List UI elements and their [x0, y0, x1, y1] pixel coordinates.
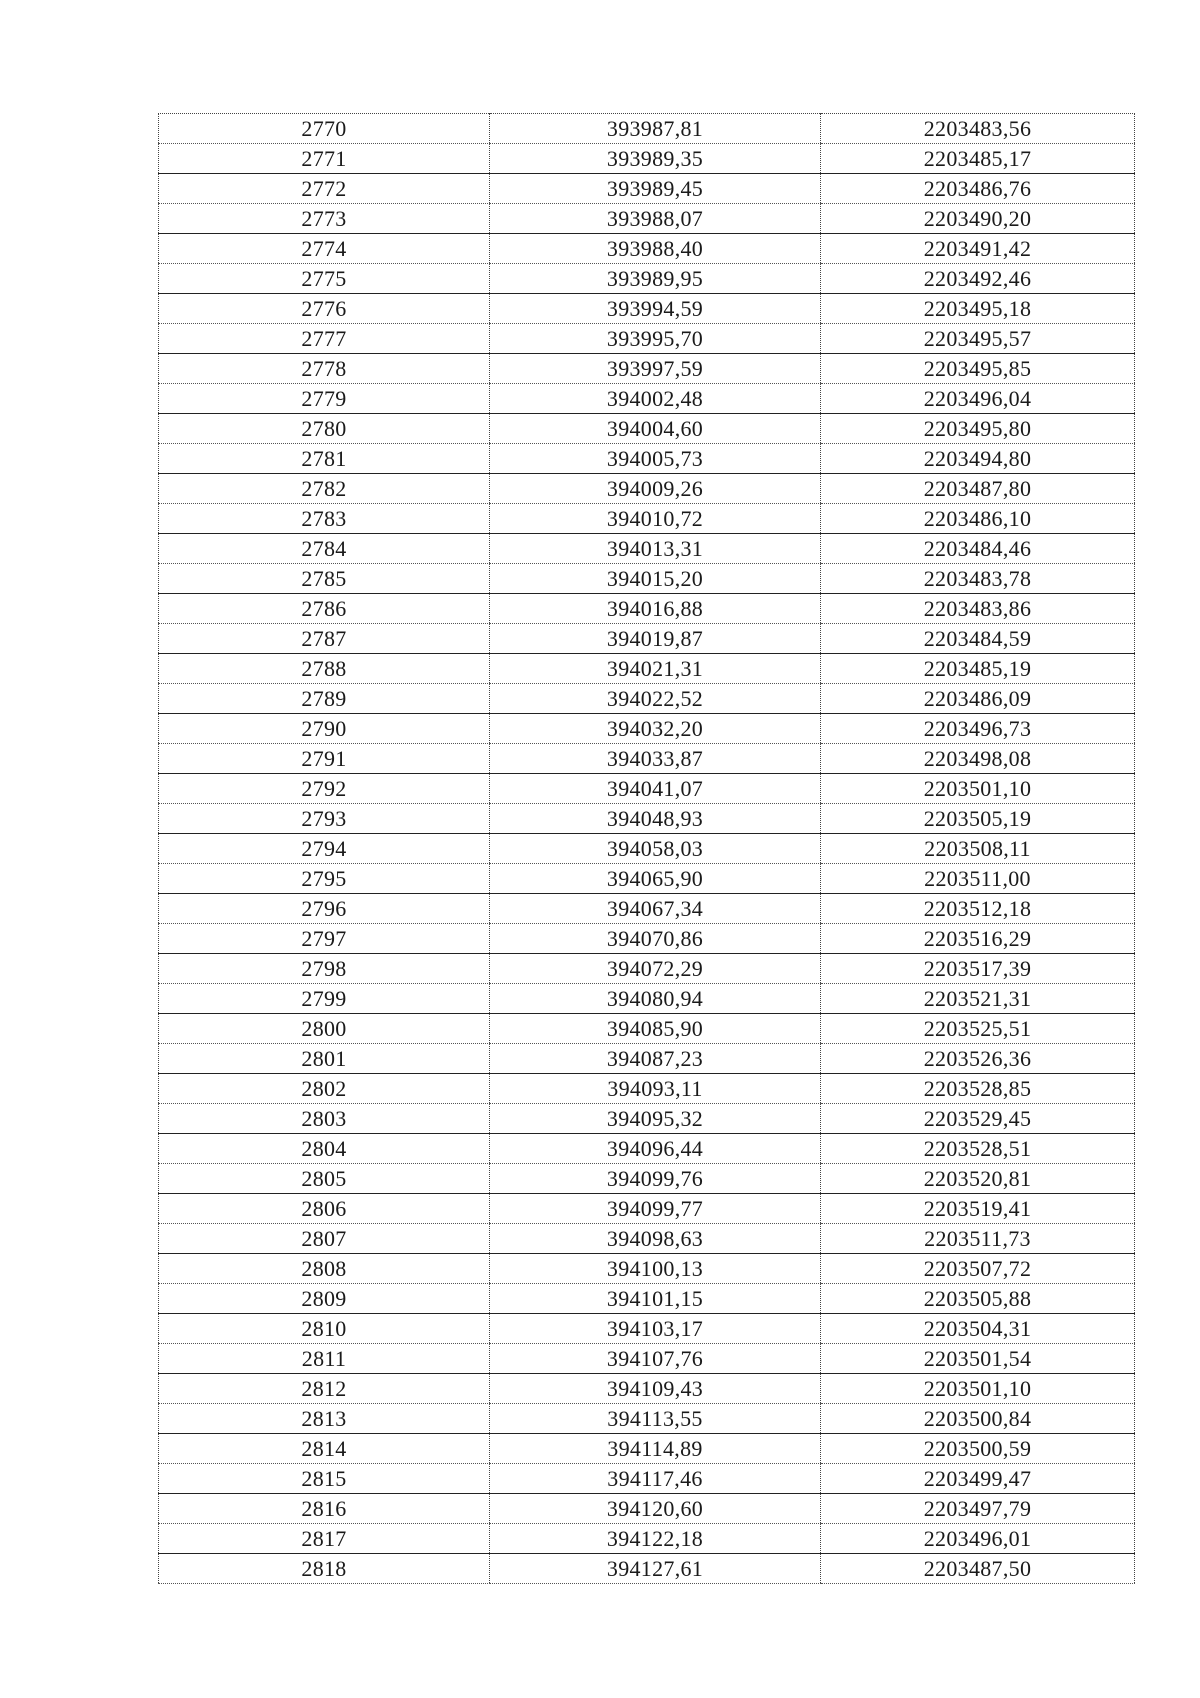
- y-coordinate-cell: 2203483,56: [821, 114, 1135, 144]
- x-coordinate-cell: 394103,17: [490, 1314, 821, 1344]
- table-row: [159, 114, 1135, 144]
- point-number-cell: 2816: [159, 1494, 490, 1524]
- point-number-cell: 2803: [159, 1104, 490, 1134]
- x-coordinate-cell: 394010,72: [490, 504, 821, 534]
- x-coordinate-cell: 394087,23: [490, 1044, 821, 1074]
- coordinate-table: [158, 113, 1135, 1584]
- table-row: [159, 1464, 1135, 1494]
- point-number-cell: 2802: [159, 1074, 490, 1104]
- x-coordinate-cell: 394016,88: [490, 594, 821, 624]
- x-coordinate-cell: 394021,31: [490, 654, 821, 684]
- table-row: [159, 264, 1135, 294]
- y-coordinate-cell: 2203486,09: [821, 684, 1135, 714]
- x-coordinate-cell: 393989,45: [490, 174, 821, 204]
- point-number-cell: 2793: [159, 804, 490, 834]
- x-coordinate-cell: 394099,77: [490, 1194, 821, 1224]
- x-coordinate-cell: 394099,76: [490, 1164, 821, 1194]
- x-coordinate-cell: 394033,87: [490, 744, 821, 774]
- table-row: [159, 894, 1135, 924]
- x-coordinate-cell: 394048,93: [490, 804, 821, 834]
- y-coordinate-cell: 2203508,11: [821, 834, 1135, 864]
- table-row: [159, 294, 1135, 324]
- x-coordinate-cell: 394015,20: [490, 564, 821, 594]
- point-number-cell: 2810: [159, 1314, 490, 1344]
- x-coordinate-cell: 394120,60: [490, 1494, 821, 1524]
- x-coordinate-cell: 394117,46: [490, 1464, 821, 1494]
- point-number-cell: 2817: [159, 1524, 490, 1554]
- x-coordinate-cell: 394085,90: [490, 1014, 821, 1044]
- table-row: [159, 744, 1135, 774]
- x-coordinate-cell: 394096,44: [490, 1134, 821, 1164]
- y-coordinate-cell: 2203495,57: [821, 324, 1135, 354]
- y-coordinate-cell: 2203490,20: [821, 204, 1135, 234]
- point-number-cell: 2772: [159, 174, 490, 204]
- x-coordinate-cell: 394101,15: [490, 1284, 821, 1314]
- point-number-cell: 2788: [159, 654, 490, 684]
- x-coordinate-cell: 394072,29: [490, 954, 821, 984]
- x-coordinate-cell: 393994,59: [490, 294, 821, 324]
- point-number-cell: 2814: [159, 1434, 490, 1464]
- y-coordinate-cell: 2203528,51: [821, 1134, 1135, 1164]
- x-coordinate-cell: 393997,59: [490, 354, 821, 384]
- table-row: [159, 1134, 1135, 1164]
- table-row: [159, 354, 1135, 384]
- x-coordinate-cell: 394107,76: [490, 1344, 821, 1374]
- table-row: [159, 654, 1135, 684]
- point-number-cell: 2804: [159, 1134, 490, 1164]
- y-coordinate-cell: 2203529,45: [821, 1104, 1135, 1134]
- table-row: [159, 414, 1135, 444]
- x-coordinate-cell: 394100,13: [490, 1254, 821, 1284]
- x-coordinate-cell: 393988,07: [490, 204, 821, 234]
- y-coordinate-cell: 2203485,17: [821, 144, 1135, 174]
- y-coordinate-cell: 2203496,04: [821, 384, 1135, 414]
- y-coordinate-cell: 2203495,80: [821, 414, 1135, 444]
- point-number-cell: 2813: [159, 1404, 490, 1434]
- x-coordinate-cell: 394041,07: [490, 774, 821, 804]
- point-number-cell: 2770: [159, 114, 490, 144]
- table-row: [159, 864, 1135, 894]
- y-coordinate-cell: 2203517,39: [821, 954, 1135, 984]
- table-row: [159, 384, 1135, 414]
- point-number-cell: 2801: [159, 1044, 490, 1074]
- point-number-cell: 2790: [159, 714, 490, 744]
- y-coordinate-cell: 2203498,08: [821, 744, 1135, 774]
- table-row: [159, 144, 1135, 174]
- x-coordinate-cell: 394095,32: [490, 1104, 821, 1134]
- table-row: [159, 1494, 1135, 1524]
- point-number-cell: 2779: [159, 384, 490, 414]
- y-coordinate-cell: 2203520,81: [821, 1164, 1135, 1194]
- y-coordinate-cell: 2203505,88: [821, 1284, 1135, 1314]
- table-row: [159, 804, 1135, 834]
- table-row: [159, 714, 1135, 744]
- y-coordinate-cell: 2203500,84: [821, 1404, 1135, 1434]
- table-row: [159, 534, 1135, 564]
- point-number-cell: 2780: [159, 414, 490, 444]
- table-row: [159, 594, 1135, 624]
- x-coordinate-cell: 394022,52: [490, 684, 821, 714]
- table-row: [159, 624, 1135, 654]
- table-row: [159, 1554, 1135, 1584]
- y-coordinate-cell: 2203504,31: [821, 1314, 1135, 1344]
- table-row: [159, 1404, 1135, 1434]
- table-row: [159, 1374, 1135, 1404]
- x-coordinate-cell: 394114,89: [490, 1434, 821, 1464]
- coordinate-table-body: [159, 114, 1135, 1584]
- table-row: [159, 984, 1135, 1014]
- x-coordinate-cell: 394098,63: [490, 1224, 821, 1254]
- point-number-cell: 2792: [159, 774, 490, 804]
- y-coordinate-cell: 2203519,41: [821, 1194, 1135, 1224]
- point-number-cell: 2781: [159, 444, 490, 474]
- point-number-cell: 2796: [159, 894, 490, 924]
- y-coordinate-cell: 2203484,59: [821, 624, 1135, 654]
- point-number-cell: 2807: [159, 1224, 490, 1254]
- y-coordinate-cell: 2203492,46: [821, 264, 1135, 294]
- point-number-cell: 2809: [159, 1284, 490, 1314]
- table-row: [159, 1254, 1135, 1284]
- table-row: [159, 474, 1135, 504]
- y-coordinate-cell: 2203483,86: [821, 594, 1135, 624]
- y-coordinate-cell: 2203499,47: [821, 1464, 1135, 1494]
- table-row: [159, 504, 1135, 534]
- y-coordinate-cell: 2203494,80: [821, 444, 1135, 474]
- table-row: [159, 1014, 1135, 1044]
- table-row: [159, 774, 1135, 804]
- y-coordinate-cell: 2203500,59: [821, 1434, 1135, 1464]
- y-coordinate-cell: 2203526,36: [821, 1044, 1135, 1074]
- table-row: [159, 234, 1135, 264]
- point-number-cell: 2799: [159, 984, 490, 1014]
- y-coordinate-cell: 2203485,19: [821, 654, 1135, 684]
- x-coordinate-cell: 394109,43: [490, 1374, 821, 1404]
- point-number-cell: 2795: [159, 864, 490, 894]
- point-number-cell: 2787: [159, 624, 490, 654]
- point-number-cell: 2812: [159, 1374, 490, 1404]
- y-coordinate-cell: 2203487,80: [821, 474, 1135, 504]
- y-coordinate-cell: 2203501,54: [821, 1344, 1135, 1374]
- table-row: [159, 204, 1135, 234]
- x-coordinate-cell: 394019,87: [490, 624, 821, 654]
- point-number-cell: 2805: [159, 1164, 490, 1194]
- x-coordinate-cell: 394127,61: [490, 1554, 821, 1584]
- y-coordinate-cell: 2203495,85: [821, 354, 1135, 384]
- x-coordinate-cell: 394002,48: [490, 384, 821, 414]
- x-coordinate-cell: 394067,34: [490, 894, 821, 924]
- table-row: [159, 1044, 1135, 1074]
- x-coordinate-cell: 394005,73: [490, 444, 821, 474]
- table-row: [159, 1104, 1135, 1134]
- point-number-cell: 2789: [159, 684, 490, 714]
- y-coordinate-cell: 2203486,76: [821, 174, 1135, 204]
- x-coordinate-cell: 394058,03: [490, 834, 821, 864]
- table-row: [159, 684, 1135, 714]
- table-row: [159, 564, 1135, 594]
- point-number-cell: 2778: [159, 354, 490, 384]
- point-number-cell: 2806: [159, 1194, 490, 1224]
- table-row: [159, 1074, 1135, 1104]
- table-row: [159, 174, 1135, 204]
- y-coordinate-cell: 2203511,73: [821, 1224, 1135, 1254]
- point-number-cell: 2771: [159, 144, 490, 174]
- y-coordinate-cell: 2203505,19: [821, 804, 1135, 834]
- x-coordinate-cell: 393988,40: [490, 234, 821, 264]
- y-coordinate-cell: 2203483,78: [821, 564, 1135, 594]
- point-number-cell: 2797: [159, 924, 490, 954]
- table-row: [159, 954, 1135, 984]
- point-number-cell: 2815: [159, 1464, 490, 1494]
- y-coordinate-cell: 2203521,31: [821, 984, 1135, 1014]
- y-coordinate-cell: 2203487,50: [821, 1554, 1135, 1584]
- x-coordinate-cell: 394032,20: [490, 714, 821, 744]
- point-number-cell: 2811: [159, 1344, 490, 1374]
- x-coordinate-cell: 394113,55: [490, 1404, 821, 1434]
- table-row: [159, 1344, 1135, 1374]
- point-number-cell: 2808: [159, 1254, 490, 1284]
- y-coordinate-cell: 2203497,79: [821, 1494, 1135, 1524]
- x-coordinate-cell: 394070,86: [490, 924, 821, 954]
- y-coordinate-cell: 2203484,46: [821, 534, 1135, 564]
- y-coordinate-cell: 2203486,10: [821, 504, 1135, 534]
- x-coordinate-cell: 394065,90: [490, 864, 821, 894]
- y-coordinate-cell: 2203512,18: [821, 894, 1135, 924]
- table-row: [159, 444, 1135, 474]
- table-row: [159, 1224, 1135, 1254]
- x-coordinate-cell: 394013,31: [490, 534, 821, 564]
- table-row: [159, 1164, 1135, 1194]
- point-number-cell: 2773: [159, 204, 490, 234]
- y-coordinate-cell: 2203528,85: [821, 1074, 1135, 1104]
- point-number-cell: 2800: [159, 1014, 490, 1044]
- table-row: [159, 834, 1135, 864]
- y-coordinate-cell: 2203516,29: [821, 924, 1135, 954]
- x-coordinate-cell: 393995,70: [490, 324, 821, 354]
- point-number-cell: 2818: [159, 1554, 490, 1584]
- y-coordinate-cell: 2203525,51: [821, 1014, 1135, 1044]
- x-coordinate-cell: 393989,35: [490, 144, 821, 174]
- point-number-cell: 2784: [159, 534, 490, 564]
- x-coordinate-cell: 394009,26: [490, 474, 821, 504]
- x-coordinate-cell: 394080,94: [490, 984, 821, 1014]
- y-coordinate-cell: 2203496,01: [821, 1524, 1135, 1554]
- x-coordinate-cell: 393987,81: [490, 114, 821, 144]
- point-number-cell: 2776: [159, 294, 490, 324]
- point-number-cell: 2785: [159, 564, 490, 594]
- y-coordinate-cell: 2203495,18: [821, 294, 1135, 324]
- point-number-cell: 2777: [159, 324, 490, 354]
- y-coordinate-cell: 2203511,00: [821, 864, 1135, 894]
- y-coordinate-cell: 2203496,73: [821, 714, 1135, 744]
- point-number-cell: 2783: [159, 504, 490, 534]
- y-coordinate-cell: 2203501,10: [821, 774, 1135, 804]
- table-row: [159, 1284, 1135, 1314]
- table-row: [159, 1194, 1135, 1224]
- point-number-cell: 2798: [159, 954, 490, 984]
- table-row: [159, 1524, 1135, 1554]
- table-row: [159, 924, 1135, 954]
- point-number-cell: 2775: [159, 264, 490, 294]
- table-row: [159, 324, 1135, 354]
- x-coordinate-cell: 394122,18: [490, 1524, 821, 1554]
- x-coordinate-cell: 393989,95: [490, 264, 821, 294]
- y-coordinate-cell: 2203501,10: [821, 1374, 1135, 1404]
- y-coordinate-cell: 2203507,72: [821, 1254, 1135, 1284]
- x-coordinate-cell: 394093,11: [490, 1074, 821, 1104]
- table-row: [159, 1434, 1135, 1464]
- x-coordinate-cell: 394004,60: [490, 414, 821, 444]
- point-number-cell: 2791: [159, 744, 490, 774]
- point-number-cell: 2794: [159, 834, 490, 864]
- table-row: [159, 1314, 1135, 1344]
- point-number-cell: 2786: [159, 594, 490, 624]
- y-coordinate-cell: 2203491,42: [821, 234, 1135, 264]
- point-number-cell: 2774: [159, 234, 490, 264]
- point-number-cell: 2782: [159, 474, 490, 504]
